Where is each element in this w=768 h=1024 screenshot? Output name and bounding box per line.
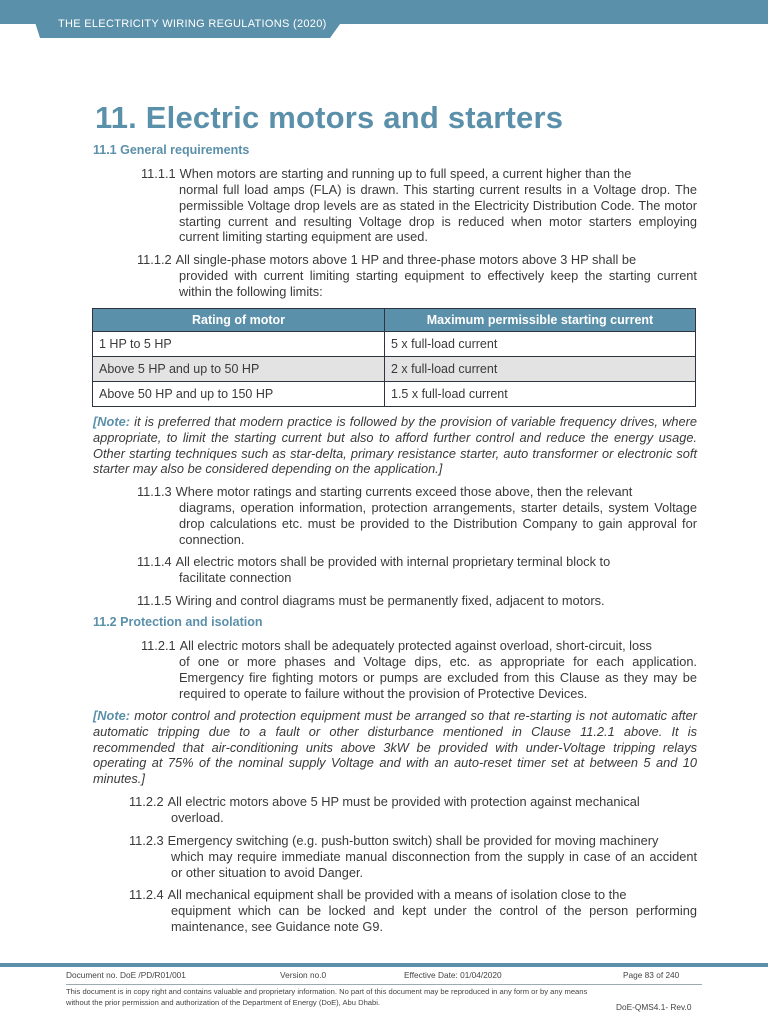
table-row: [93, 382, 696, 407]
clause-text: All single-phase motors above 1 HP and three-phase motors above 3 HP shall be: [175, 252, 637, 267]
table-header-rating: Rating of motor: [93, 309, 385, 332]
clause-text: All electric motors shall be provided with internal proprietary terminal block to: [175, 554, 611, 569]
clause-text: All mechanical equipment shall be provided with a means of isolation close to the: [167, 887, 627, 902]
section-heading-11-1: 11.1 General requirements: [93, 143, 250, 157]
table-cell: 5 x full-load current: [385, 332, 696, 357]
note-text: it is preferred that modern practice is followed by the provision of variable frequency drives, where appropriate, to limit the starting current but also to afford further control and reduce the energy usage. Other starting techniques such as star-delta, primary resistance starter, auto transformer or electronic soft starter may also be considered depending on the application.]: [93, 414, 697, 477]
clause-11-2-2-first-line: [129, 794, 697, 810]
clause-text: Wiring and control diagrams must be permanently fixed, adjacent to motors.: [175, 593, 605, 608]
clause-11-1-3-body: diagrams, operation information, protection arrangements, starter details, system Voltage drop calculations etc. must be provided to the Distribution Company to gain approval for connection.: [179, 500, 697, 547]
table-cell: Above 50 HP and up to 150 HP: [93, 382, 385, 407]
header-title: THE ELECTRICITY WIRING REGULATIONS (2020): [58, 18, 327, 30]
clause-number: 11.2.4: [129, 887, 164, 902]
table-header-row: [93, 309, 696, 332]
note-variable-frequency: [93, 414, 697, 477]
table-cell: 1.5 x full-load current: [385, 382, 696, 407]
clause-number: 11.1.1: [141, 166, 176, 181]
clause-11-1-3-first-line: [137, 484, 697, 500]
footer-page-number: Page 83 of 240: [623, 970, 680, 980]
note-tag: [Note:: [93, 708, 130, 723]
section-heading-11-2: 11.2 Protection and isolation: [93, 615, 263, 629]
clause-number: 11.2.3: [129, 833, 164, 848]
note-text: motor control and protection equipment must be arranged so that re-starting is not automatic after automatic tripping due to a fault or other disturbance mentioned in Clause 11.2.1 above. It is recommended that air-conditioning units above 3kW be provided with under-Voltage tripping relays operating at 75% of the nominal supply Voltage and with an auto-reset timer set at between 5 and 10 minutes.]: [93, 708, 697, 787]
footer-effective-date: Effective Date: 01/04/2020: [404, 970, 502, 980]
clause-11-2-1-first-line: [141, 638, 697, 654]
clause-11-1-2-body: provided with current limiting starting equipment to effectively keep the starting current within the following limits:: [179, 268, 697, 299]
clause-11-1-4-first-line: [137, 554, 697, 570]
footer-doc-no: Document no. DoE /PD/R01/001: [66, 970, 186, 980]
clause-number: 11.1.4: [137, 554, 172, 569]
clause-11-1-4-body: facilitate connection: [179, 570, 292, 585]
footer-rule: [0, 963, 768, 967]
page-title: 11. Electric motors and starters: [95, 100, 564, 135]
clause-11-2-2-body: overload.: [171, 810, 224, 825]
clause-11-1-5: [137, 593, 697, 609]
footer-version: Version no.0: [280, 970, 327, 980]
clause-11-2-3-body: which may require immediate manual disconnection from the supply in case of an accident or other situation to avoid Danger.: [171, 849, 697, 880]
clause-11-1-2-first-line: [137, 252, 697, 268]
clause-11-1-1-body: normal full load amps (FLA) is drawn. This starting current results in a Voltage drop. The permissible Voltage drop levels are as stated in the Electricity Distribution Code. The motor starting current and resulting Voltage drop is reduced when motor starters employing current limiting starting equipment are used.: [179, 182, 697, 245]
starting-current-table: [92, 308, 696, 407]
footer-form-number: DoE-QMS4.1- Rev.0: [616, 1002, 692, 1012]
table-cell: 2 x full-load current: [385, 357, 696, 382]
table-header-max-current: Maximum permissible starting current: [385, 309, 696, 332]
note-motor-control: [93, 708, 697, 787]
table-cell: Above 5 HP and up to 50 HP: [93, 357, 385, 382]
clause-text: All electric motors above 5 HP must be provided with protection against mechanical: [167, 794, 640, 809]
footer-copyright-line-1: This document is in copy right and contains valuable and proprietary information. No part of this document may be reproduced in any form or by any means: [66, 987, 588, 996]
clause-11-2-4-body: equipment which can be locked and kept under the control of the person performing maintenance, see Guidance note G9.: [171, 903, 697, 934]
clause-number: 11.1.3: [137, 484, 172, 499]
clause-text: Emergency switching (e.g. push-button switch) shall be provided for moving machinery: [167, 833, 659, 848]
clause-number: 11.2.1: [141, 638, 176, 653]
clause-text: All electric motors shall be adequately protected against overload, short-circuit, loss: [179, 638, 652, 653]
footer-divider: [66, 984, 702, 985]
clause-number: 11.2.2: [129, 794, 164, 809]
clause-11-2-1-body: of one or more phases and Voltage dips, etc. as appropriate for each application. Emergency fire fighting motors or pumps are excluded from this Clause as they may be required to operate to failure without the provision of Protective Devices.: [179, 654, 697, 701]
footer-copyright-line-2: without the prior permission and authorization of the Department of Energy (DoE), Abu Dhabi.: [66, 998, 381, 1007]
clause-number: 11.1.5: [137, 593, 172, 608]
table-row: [93, 357, 696, 382]
clause-text: Where motor ratings and starting currents exceed those above, then the relevant: [175, 484, 633, 499]
clause-number: 11.1.2: [137, 252, 172, 267]
note-tag: [Note:: [93, 414, 130, 429]
header-band: [0, 0, 768, 38]
clause-11-1-1-first-line: [141, 166, 697, 182]
table-cell: 1 HP to 5 HP: [93, 332, 385, 357]
table-row: [93, 332, 696, 357]
clause-text: When motors are starting and running up to full speed, a current higher than the: [179, 166, 632, 181]
clause-11-2-3-first-line: [129, 833, 697, 849]
clause-11-2-4-first-line: [129, 887, 697, 903]
